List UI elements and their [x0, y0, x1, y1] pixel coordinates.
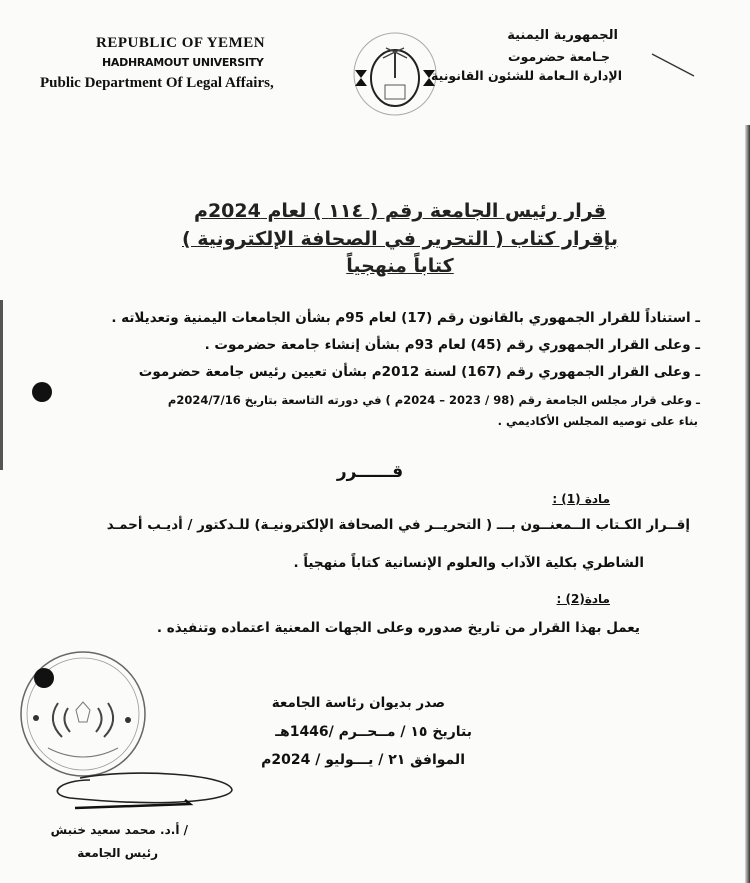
article-2-text: يعمل بهذا القرار من تاريخ صدوره وعلى الجهات المعنية اعتماده وتنفيذه .: [156, 620, 640, 636]
header-arabic-university: جـامعة حضرموت: [508, 49, 610, 64]
university-stamp: [18, 648, 148, 780]
preamble-item: ـ وعلى القرار الجمهوري رقم (45) لعام 93م بشأن إنشاء جامعة حضرموت .: [204, 337, 700, 353]
decision-subject: بإقرار كتاب ( التحرير في الصحافة الإلكترونية ): [181, 228, 619, 250]
header-arabic-country: الجمهورية اليمنية: [507, 28, 618, 43]
header-english-country: REPUBLIC OF YEMEN: [96, 35, 266, 51]
preamble-item: ـ وعلى قرار مجلس الجامعة رقم (98 / 2023 – 2024م ) في دورته التاسعة بتاريخ 2024/7/16م: [167, 393, 700, 407]
decision-title: قرار رئيس الجامعة رقم ( ١١٤ ) لعام 2024م: [194, 200, 606, 222]
article-1-label: مادة (1) :: [552, 492, 610, 506]
article-1-text: إقــرار الكـتاب الــمعنــون بـــ ( التحريــر في الصحافة الإلكترونيـة) للـدكتور / أديـب أحمـد: [106, 517, 690, 533]
signatory-name: / أ.د. محمد سعيد خنبش: [50, 823, 188, 837]
article-1-text: الشاطري بكلية الآداب والعلوم الإنسانية كتاباً منهجياً .: [293, 555, 644, 571]
article-2-label: مادة(2) :: [556, 592, 610, 606]
pen-mark: [650, 50, 700, 80]
header-english-university: HADHRAMOUT UNIVERSITY: [102, 56, 264, 69]
scan-edge-left: [0, 300, 3, 470]
header-english-department: Public Department Of Legal Affairs,: [40, 75, 274, 91]
scan-edge-right: [745, 125, 750, 883]
punch-hole: [32, 382, 52, 402]
preamble-item: ـ وعلى القرار الجمهوري رقم (167) لسنة 2012م بشأن تعيين رئيس جامعة حضرموت: [138, 364, 700, 380]
preamble-item: بناء على توصيه المجلس الأكاديمي .: [497, 414, 698, 428]
hijri-date: بتاريخ ١٥ / مــحــرم /1446هـ: [275, 724, 472, 740]
decision-subject-type: كتاباً منهجياً: [346, 255, 454, 277]
gregorian-date: الموافق ٢١ / يـــوليو / 2024م: [261, 752, 465, 768]
issued-at: صدر بديوان رئاسة الجامعة: [271, 695, 445, 711]
signature: [50, 770, 240, 815]
university-logo: [345, 30, 445, 118]
decision-heading: قــــــرر: [336, 462, 404, 482]
preamble-item: ـ استناداً للقرار الجمهوري بالقانون رقم (17) لعام 95م بشأن الجامعات اليمنية وتعديلاته .: [111, 310, 700, 326]
signatory-title: رئيس الجامعة: [77, 846, 158, 860]
header-arabic-department: الإدارة الـعامة للشئون القانونية: [431, 68, 622, 83]
